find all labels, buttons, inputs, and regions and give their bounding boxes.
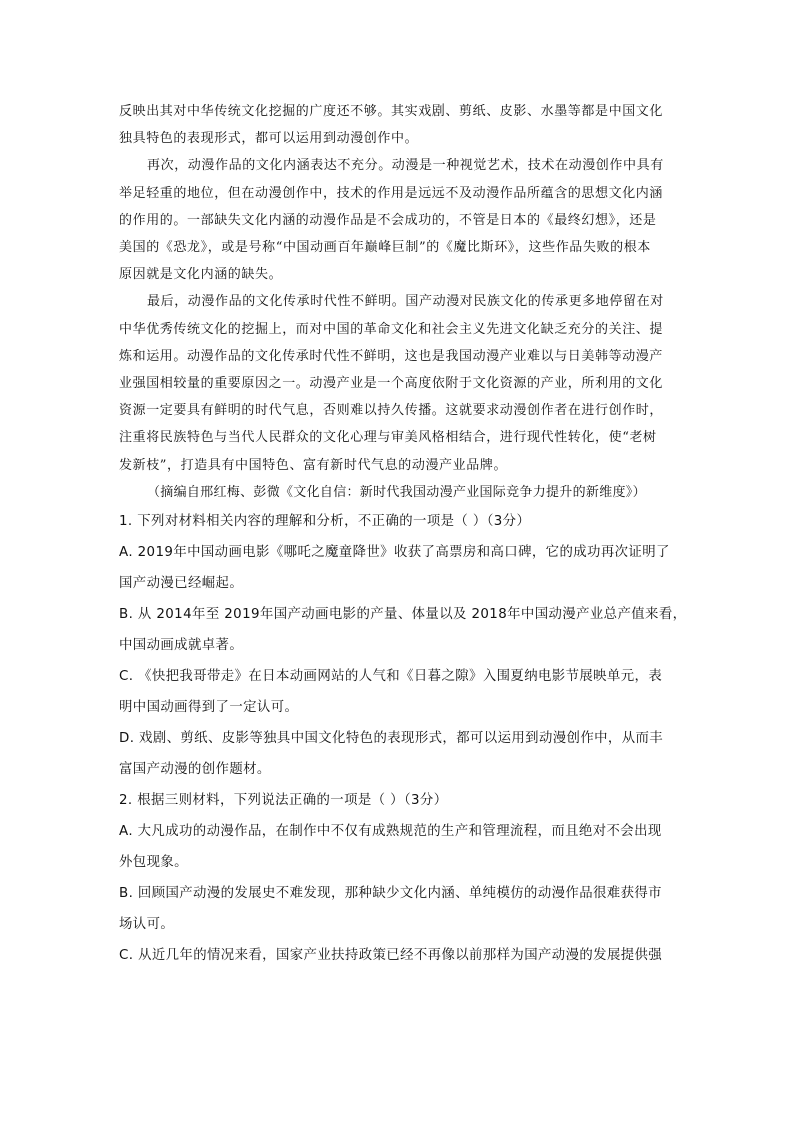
question-2-stem: 2. 根据三则材料，下列说法正确的一项是（ ）（3分） [119,793,448,809]
text-line: 注重将民族特色与当代人民群众的文化心理与审美风格相结合，进行现代性转化，使“老树 [119,430,657,446]
text-line: 再次，动漫作品的文化内涵表达不充分。动漫是一种视觉艺术，技术在动漫创作中具有 [147,158,664,174]
text-line: 美国的《恐龙》，或是号称“中国动画百年巅峰巨制”的《魔比斯环》，这些作品失败的根本 [119,240,651,256]
question-1-option-a [119,537,675,599]
option-line: 明中国动画得到了一定认可。 [119,700,299,716]
text-line: 反映出其对中华传统文化挖掘的广度还不够。其实戏剧、剪纸、皮影、水墨等都是中国文化 [119,104,664,119]
text-line: 原因就是文化内涵的缺失。 [119,267,283,283]
text-line: 独具特色的表现形式，都可以运用到动漫创作中。 [119,131,419,147]
text-line: 发新枝”，打造具有中国特色、富有新时代气息的动漫产业品牌。 [119,457,508,473]
questions-section [119,506,687,971]
option-line: A. 大凡成功的动漫作品，在制作中不仅有成熟规范的生产和管理流程，而且绝对不会出现 [119,824,662,840]
question-2-option-b [119,878,675,940]
option-line: 外包现象。 [119,855,188,871]
article-paragraph-continued [119,98,675,152]
question-1-option-d [119,723,675,785]
question-1-option-c [119,661,675,723]
text-line: 资源一定要具有鲜明的时代气息，否则难以持久传播。这就要求动漫创作者在进行创作时， [119,403,664,419]
option-line: 场认可。 [119,917,175,933]
text-line: 业强国相较量的重要原因之一。动漫产业是一个高度依附于文化资源的产业，所利用的文化 [119,376,664,392]
option-line: D. 戏剧、剪纸、皮影等独具中国文化特色的表现形式，都可以运用到动漫创作中，从而丰 [119,731,664,747]
question-1-option-b [119,599,687,661]
text-line: 最后，动漫作品的文化传承时代性不鲜明。国产动漫对民族文化的传承更多地停留在对 [147,294,664,310]
option-line: C. 《快把我哥带走》在日本动画网站的人气和《日暮之隙》入围夏纳电影节展映单元，表 [119,669,663,685]
article-paragraph-last [119,288,675,478]
question-2-option-c [119,940,675,971]
option-line: 国产动漫已经崛起。 [119,576,244,592]
article-paragraph-again [119,152,675,288]
option-line: 中国动画成就卓著。 [119,638,244,654]
question-2-option-a [119,816,675,878]
option-line: C. 从近几年的情况来看，国家产业扶持政策已经不再像以前那样为国产动漫的发展提供强 [119,948,663,964]
text-line: 举足轻重的地位，但在动漫创作中，技术的作用是远远不及动漫作品所蕴含的思想文化内涵 [119,185,664,201]
option-line: 富国产动漫的创作题材。 [119,762,271,778]
option-line: B. 从 2014年至 2019年国产动画电影的产量、体量以及 2018年中国动漫产业总产值来看， [119,607,687,623]
question-1-stem: 1. 下列对材料相关内容的理解和分析，不正确的一项是（ ）（3分） [119,514,531,530]
document-page [119,98,687,971]
text-line: 的作用的。一部缺失文化内涵的动漫作品是不会成功的，不管是日本的《最终幻想》，还是 [119,212,657,228]
option-line: B. 回顾国产动漫的发展史不难发现，那种缺少文化内涵、单纯模仿的动漫作品很难获得市 [119,886,662,902]
option-line: A. 2019年中国动画电影《哪吒之魔童降世》收获了高票房和高口碑，它的成功再次证明了 [119,545,670,561]
text-line: 炼和运用。动漫作品的文化传承时代性不鲜明，这也是我国动漫产业难以与日美韩等动漫产 [119,348,664,364]
article-source-citation: （摘编自邢红梅、彭微《文化自信：新时代我国动漫产业国际竞争力提升的新维度》） [147,484,646,500]
text-line: 中华优秀传统文化的挖掘上，而对中国的革命文化和社会主义先进文化缺乏充分的关注、提 [119,321,664,337]
